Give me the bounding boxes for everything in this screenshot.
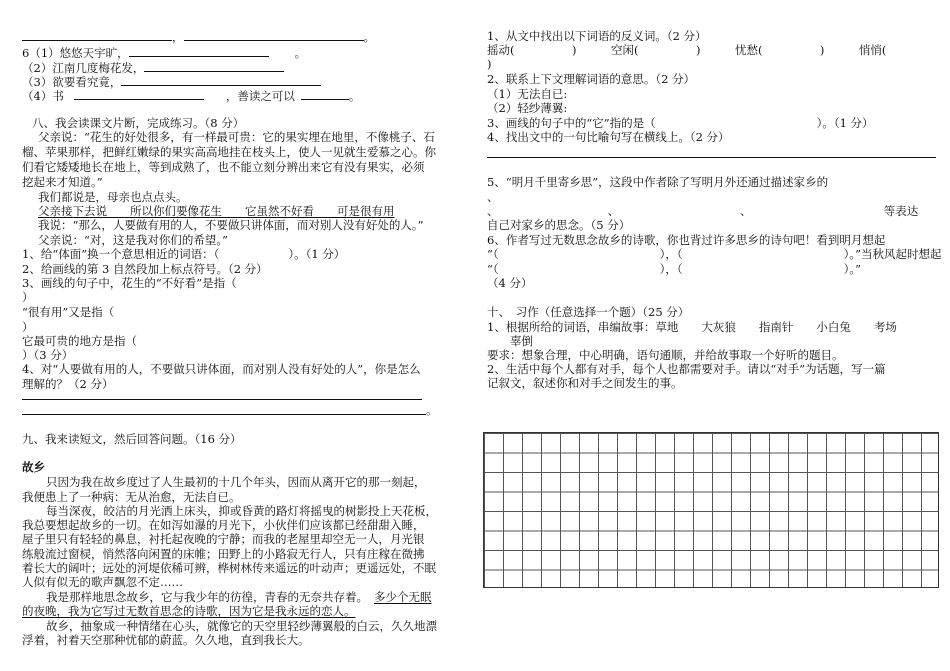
writing-requirement: 要求：想象合理，中心明确，语句通顺，并给故事取一个好听的题目。 — [487, 348, 844, 362]
answer-blank[interactable] — [121, 74, 321, 86]
underlined-sentence: 的夜晚，我为它写过无数首思念的诗歌，因为它是我永远的恋人。 — [22, 604, 356, 618]
passage-line: 挖起来才知道。” — [22, 175, 103, 189]
article-line: 每当深夜，皎洁的月光洒上床头，抑或昏黄的路灯将摇曳的树影投上天花板， — [46, 504, 437, 518]
antonym-blanks: 摇动( ) 空闲( ) 忧愁( ) 悄悄( — [487, 43, 887, 57]
question-3-close: ） — [22, 320, 34, 334]
answer-blank[interactable] — [74, 88, 204, 100]
poem-line-4: （4）书 ，善读之可以 。 — [22, 89, 361, 103]
question-3: 3、画线的句子中，花生的“不好看”是指（ — [22, 276, 237, 290]
question-r4: 4、找出文中的一句比喻句写在横线上。（2 分） — [487, 130, 730, 144]
writing-option-1-cont: 辜倒 — [487, 334, 533, 348]
passage-line: 们看它矮矮地长在地上，等到成熟了，也不能立刻分辨出来它有没有果实，必须 — [22, 160, 425, 174]
answer-blank[interactable] — [301, 88, 349, 100]
question-r2-a: （1）无法自已: — [487, 87, 568, 101]
composition-grid[interactable] — [483, 432, 939, 588]
question-2: 2、给画线的第 3 自然段加上标点符号。（2 分） — [22, 262, 268, 276]
question-3-close: ） — [22, 290, 34, 304]
poem-line-2: （2）江南几度梅花发， — [22, 60, 284, 75]
answer-line[interactable] — [22, 414, 426, 415]
question-r5: 5、“明月千里寄乡思”，这段中作者除了写明月外还通过描述家乡的 — [487, 175, 829, 189]
article-line: 着长大的阔叶；远处的河堤依稀可辨，桦树林传来遥远的叶动声；更遥远处，不眠 — [22, 561, 436, 575]
passage-line: 父亲说：“对，这是我对你们的希望。” — [38, 233, 229, 247]
question-r6: 6、作者写过无数思念故乡的诗歌，你也背过许多思乡的诗句吧！看到明月想起 — [487, 233, 886, 247]
question-r6-blanks: “（ ），（ ）。”当秋风起时想起 — [487, 247, 942, 261]
section-9-heading: 九、我来读短文，然后回答问题。（16 分） — [22, 432, 242, 446]
passage-line: 我们都说是，母亲也点点头。 — [38, 190, 188, 204]
article-line: 练般流过窗棂，悄然落向闲置的床帷；田野上的小路寂无行人，只有庄稼在微拂 — [22, 547, 425, 561]
passage-line: 我说：“那么，人要做有用的人，不要做只讲体面，而对别人没有好处的人。” — [38, 218, 424, 232]
answer-blank[interactable] — [144, 60, 284, 72]
answer-blank[interactable] — [22, 29, 172, 41]
question-3-score: ）（3 分） — [22, 348, 74, 362]
question-r2: 2、联系上下文理解词语的意思。（2 分） — [487, 72, 696, 86]
answer-line[interactable] — [487, 157, 936, 158]
article-line: 我便患上了一种病：无从治愈，无法自已。 — [22, 490, 241, 504]
answer-line[interactable] — [22, 399, 422, 400]
section-8-heading: 八、我会读课文片断，完成练习。（8 分） — [32, 116, 245, 130]
writing-option-2-cont: 记叙文，叙述你和对手之间发生的事。 — [487, 376, 683, 390]
poem-line-3: （3）欲要看究竟， — [22, 74, 321, 89]
question-r2-b: （2）轻纱薄翼: — [487, 101, 568, 115]
question-r3: 3、画线的句子中的“它”指的是（ ）。（1 分） — [487, 116, 874, 130]
passage-line: 榴、苹果那样，把鲜红嫩绿的果实高高地挂在枝头上，使人一见就生爱慕之心。你 — [22, 145, 436, 159]
article-title: 故乡 — [22, 460, 45, 474]
section-10-heading: 十、 习作（任意选择一个题）（25 分） — [487, 305, 690, 319]
article-line: 浮着，衬着天空那种忧郁的蔚蓝。久久地，直到我长大。 — [22, 633, 310, 647]
question-r1: 1、从文中找出以下词语的反义词。（2 分） — [487, 29, 707, 43]
article-line: 我是那样地思念故乡，它与我少年的彷徨，青春的无奈共存着。 多少个无眠 — [46, 590, 432, 604]
question-r6-blanks: “（ ），（ ）。” — [487, 262, 862, 276]
question-4-cont: 理解的？（2 分） — [22, 377, 114, 391]
underlined-sentence: 父亲接下去说 所以你们要像花生 它虽然不好看 可是很有用 — [38, 204, 395, 218]
question-3-part-2: “很有用”又是指（ — [22, 305, 115, 319]
passage-line: 父亲说：“花生的好处很多，有一样最可贵：它的果实埋在地里，不像桃子、石 — [38, 130, 435, 144]
answer-blank[interactable] — [184, 29, 364, 41]
poem-line-1: 6（1）悠悠天宇旷， 。 — [22, 46, 307, 60]
answer-blank[interactable] — [129, 45, 269, 57]
question-r5-blanks: 、 、 、 等表达 — [487, 204, 919, 218]
question-3-part-3: 它最可贵的地方是指（ — [22, 334, 137, 348]
question-4: 4、对“人要做有用的人，不要做只讲体面，而对别人没有好处的人”，你是怎么 — [22, 362, 421, 376]
article-line: 只因为我在故乡度过了人生最初的十几个年头，因而从离开它的那一刻起， — [46, 475, 426, 489]
poem-line-0: ， 。 — [22, 29, 375, 44]
article-line: 屋子里只有轻轻的鼻息，衬托起夜晚的宁静；而我的老屋里却空无一人，月光银 — [22, 532, 425, 546]
writing-option-1: 1、根据所给的词语，串编故事：草地 大灰狼 指南针 小白兔 考场 — [487, 320, 897, 334]
article-line: 故乡，抽象成一种情绪在心头，就像它的天空里轻纱薄翼般的白云，久久地漂 — [46, 619, 437, 633]
writing-option-2: 2、生活中每个人都有对手，每个人也都需要对手。请以“对手”为话题，写一篇 — [487, 362, 886, 376]
question-1: 1、给“体面”换一个意思相近的词语：（ ）。（1 分） — [22, 247, 346, 261]
underlined-sentence: 多少个无眠 — [374, 590, 432, 604]
article-line: 人似有似无的歌声飘忽不定…… — [22, 575, 183, 589]
article-line: 我总要想起故乡的一切。在如泻如瀑的月光下，小伙伴们应该都已经甜甜入睡， — [22, 518, 425, 532]
